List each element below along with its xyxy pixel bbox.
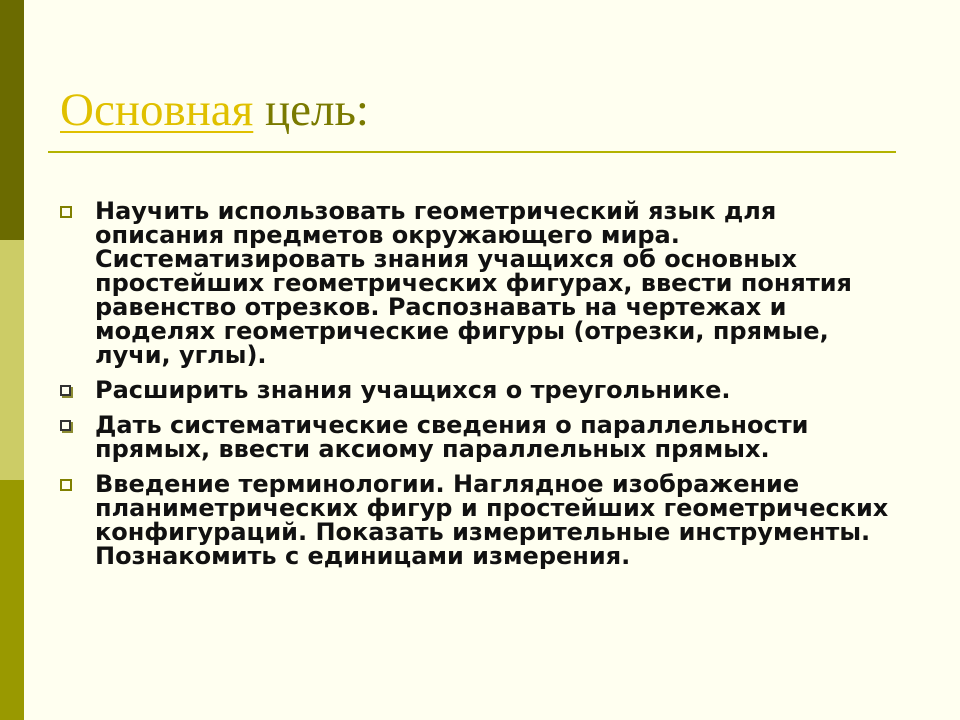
- list-item: [60, 378, 910, 402]
- bullet-text: Расширить знания учащихся о треугольнике.: [95, 376, 731, 404]
- title-link[interactable]: Основная: [60, 84, 254, 136]
- hollow-square-icon: [60, 479, 72, 491]
- bullet-text: Дать систематические сведения о параллельности прямых, ввести аксиому параллельных прямых.: [95, 411, 809, 463]
- shadow-square-icon: [60, 420, 71, 431]
- side-stripe-middle: [0, 240, 24, 480]
- hollow-square-icon: [60, 206, 72, 218]
- shadow-square-icon: [60, 385, 71, 396]
- list-item: [60, 413, 910, 461]
- side-stripe-top: [0, 0, 24, 240]
- bullet-text: Введение терминологии. Наглядное изображение планиметрических фигур и простейших геометрических конфигураций. Показать измерительные инструменты. Познакомить с единицами измерения.: [95, 470, 889, 570]
- bullet-list: [60, 199, 910, 579]
- list-item: [60, 472, 910, 568]
- side-stripe-bottom: [0, 480, 24, 720]
- title-divider: [48, 151, 896, 153]
- bullet-text: Научить использовать геометрический язык для описания предметов окружающего мира. Систематизировать знания учащихся об основных простейших геометрических фигурах, ввести понятия равенство отрезков. Распознавать на чертежах и моделях геометрические фигуры (отрезки, прямые, лучи, углы).: [95, 197, 852, 369]
- slide-title: [60, 80, 369, 140]
- title-rest: цель:: [253, 84, 369, 136]
- list-item: [60, 199, 910, 367]
